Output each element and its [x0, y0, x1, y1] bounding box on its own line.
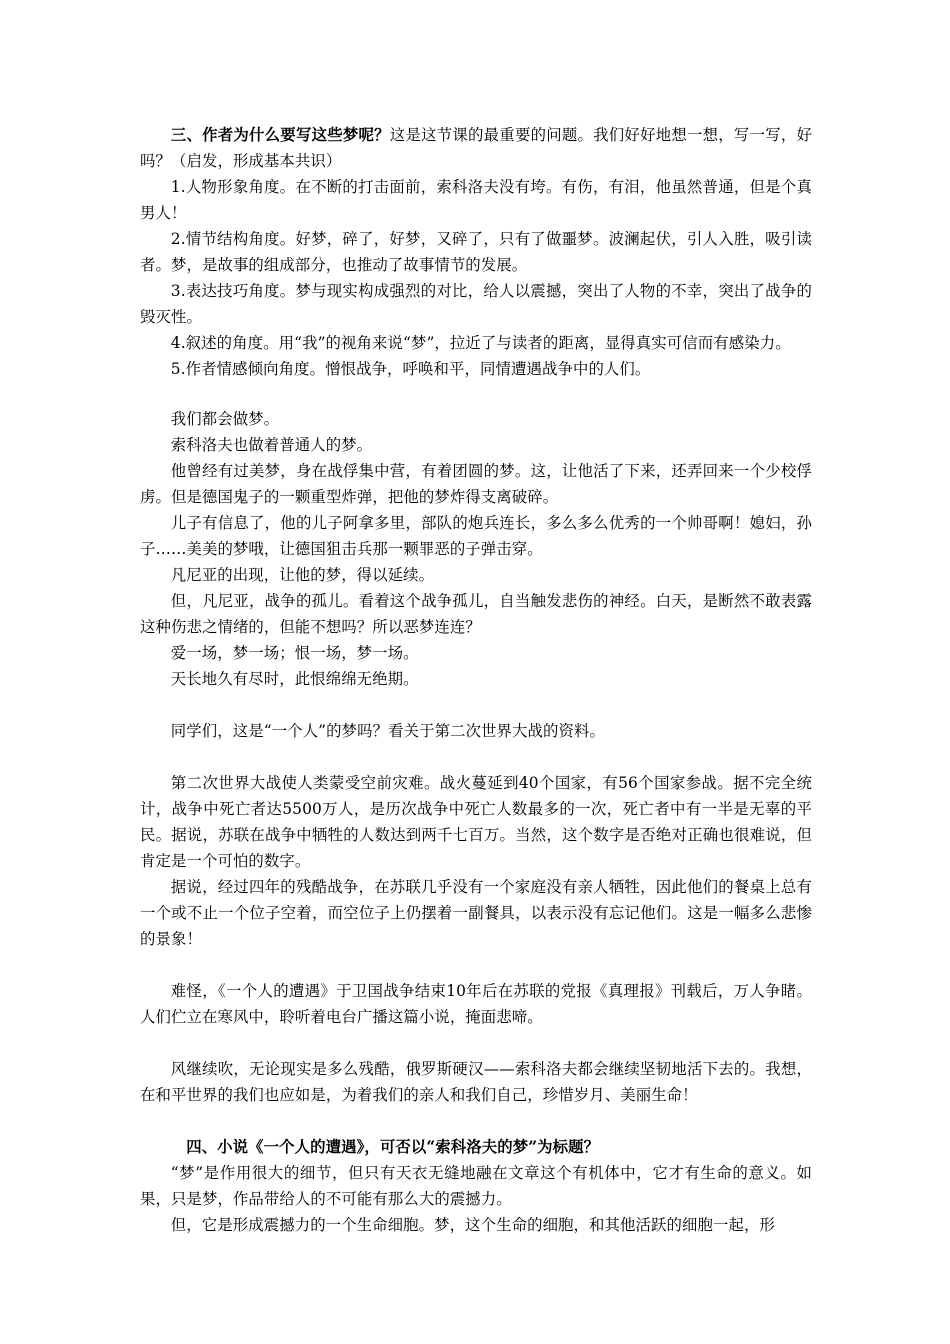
- spacer: [140, 382, 812, 406]
- dreams-paragraph-8: 天长地久有尽时，此恨绵绵无绝期。: [170, 670, 419, 688]
- wind-paragraph: 风继续吹，无论现实是多么残酷，俄罗斯硬汉——索科洛夫都会继续坚韧地活下去的。我想，在和平世界的我们也应如是，为着我们的亲人和我们自己，珍惜岁月、美丽生命！: [140, 1060, 812, 1104]
- dreams-paragraph-3: 他曾经有过美梦，身在战俘集中营，有着团圆的梦。这，让他活了下来，还弄回来一个少校俘虏。但是德国鬼子的一颗重型炸弹，把他的梦炸得支离破碎。: [140, 462, 812, 506]
- spacer: [140, 1030, 812, 1056]
- dreams-paragraph-5: 凡尼亚的出现，让他的梦，得以延续。: [170, 566, 435, 584]
- section4-heading: 四、小说《一个人的遭遇》，可否以“索科洛夫的梦”为标题？: [186, 1138, 600, 1156]
- ww2-paragraph-1: 第二次世界大战使人类蒙受空前灾难。战火蔓延到40个国家，有56个国家参战。据不完全统计，战争中死亡者达5500万人，是历次战争中死亡人数最多的一次，死亡者中有一半是无辜的平民。据说，苏联在战争中牺牲的人数达到两千七百万。当然，这个数字是否绝对正确也很难说，但肯定是一个可怕的数字。: [140, 774, 812, 870]
- dreams-paragraph-6: 但，凡尼亚，战争的孤儿。看着这个战争孤儿，自当触发悲伤的神经。白天，是断然不敢表露这种伤悲之情绪的，但能不想吗？所以恶梦连连？: [140, 592, 812, 636]
- document-page: [140, 122, 812, 1238]
- spacer: [140, 952, 812, 978]
- section3-point-4: 4.叙述的角度。用“我”的视角来说“梦”，拉近了与读者的距离，显得真实可信而有感染力。: [170, 334, 791, 352]
- question-paragraph: 同学们，这是“一个人”的梦吗？看关于第二次世界大战的资料。: [170, 722, 605, 740]
- section4-paragraph-1: “梦”是作用很大的细节，但只有天衣无缝地融在文章这个有机体中，它才有生命的意义。如果，只是梦，作品带给人的不可能有那么大的震撼力。: [140, 1164, 812, 1208]
- spacer: [140, 744, 812, 770]
- section3-point-5: 5.作者情感倾向角度。憎恨战争，呼唤和平，同情遭遇战争中的人们。: [170, 360, 651, 378]
- spacer: [140, 692, 812, 718]
- ww2-paragraph-2: 据说，经过四年的残酷战争，在苏联几乎没有一个家庭没有亲人牺牲，因此他们的餐桌上总有一个或不止一个位子空着，而空位子上仍摆着一副餐具，以表示没有忘记他们。这是一幅多么悲惨的景象！: [140, 878, 812, 948]
- section4-paragraph-2: 但，它是形成震撼力的一个生命细胞。梦，这个生命的细胞，和其他活跃的细胞一起，形: [170, 1216, 775, 1234]
- dreams-paragraph-1: 我们都会做梦。: [170, 410, 280, 428]
- section3-point-2: 2.情节结构角度。好梦，碎了，好梦，又碎了，只有了做噩梦。波澜起伏，引人入胜，吸引读者。梦，是故事的组成部分，也推动了故事情节的发展。: [140, 230, 812, 274]
- section3-point-1: 1.人物形象角度。在不断的打击面前，索科洛夫没有垮。有伤，有泪，他虽然普通，但是个真男人！: [140, 178, 812, 222]
- section3-heading: 三、作者为什么要写这些梦呢？: [170, 126, 390, 144]
- dreams-paragraph-2: 索科洛夫也做着普通人的梦。: [170, 436, 373, 454]
- spacer: [140, 1108, 812, 1134]
- section3-intro-paragraph: [140, 122, 812, 174]
- dreams-paragraph-4: 儿子有信息了，他的儿子阿拿多里，部队的炮兵连长，多么多么优秀的一个帅哥啊！媳妇，孙子……美美的梦哦，让德国狙击兵那一颗罪恶的子弹击穿。: [140, 514, 812, 558]
- section3-point-3: 3.表达技巧角度。梦与现实构成强烈的对比，给人以震撼，突出了人物的不幸，突出了战争的毁灭性。: [140, 282, 812, 326]
- section3-intro: 这是这节课的最重要的问题。我们好好地想一想，写一写，好吗？（启发，形成基本共识）: [140, 126, 812, 170]
- dreams-paragraph-7: 爱一场，梦一场；恨一场，梦一场。: [170, 644, 419, 662]
- reception-paragraph: 难怪，《一个人的遭遇》于卫国战争结束10年后在苏联的党报《真理报》刊载后，万人争睹。人们伫立在寒风中，聆听着电台广播这篇小说，掩面悲啼。: [140, 982, 812, 1026]
